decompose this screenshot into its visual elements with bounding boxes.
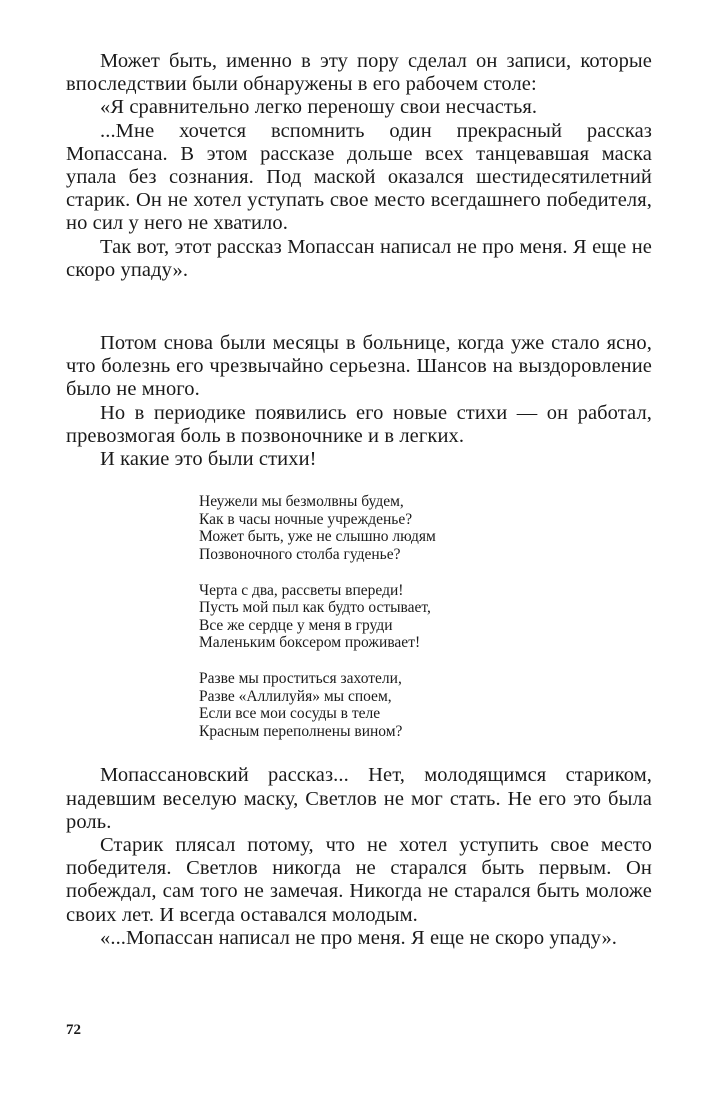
poem-line: Черта с два, рассветы впереди!: [199, 581, 404, 599]
poem-line: Если все мои сосуды в теле: [199, 705, 381, 723]
paragraph: Потом снова были месяцы в больнице, когда уже стало ясно, что болезнь его чрезвычайно серьезна. Шансов на выздоровление было не много.: [66, 332, 652, 401]
poem-line: Неужели мы безмолвны будем,: [199, 493, 404, 511]
poem-line: Маленьким боксером проживает!: [199, 634, 421, 652]
section-break: [66, 282, 652, 332]
paragraph: «Я сравнительно легко переношу свои несчастья.: [100, 96, 538, 119]
poem-line: Все же сердце у меня в груди: [199, 616, 393, 634]
section-one: [66, 50, 652, 282]
paragraph: Может быть, именно в эту пору сделал он записи, которые впоследствии были обнаружены в его рабочем столе:: [66, 50, 652, 96]
poem-line: Как в часы ночные учрежденье?: [199, 510, 413, 528]
poem: [199, 493, 652, 740]
page-number: 72: [66, 1022, 81, 1038]
poem-line: Красным переполнены вином?: [199, 722, 403, 740]
section-two: [66, 332, 652, 471]
poem-stanza: [199, 670, 652, 740]
poem-line: Пусть мой пыл как будто остывает,: [199, 599, 431, 617]
poem-line: Позвоночного столба гуденье?: [199, 546, 401, 564]
paragraph: ...Мне хочется вспомнить один прекрасный рассказ Мопассана. В этом рассказе дольше всех танцевавшая маска упала без сознания. Под маской оказался шестидесятилетний старик. Он не хотел уступать свое место всегдашнего победителя, но сил у него не хватило.: [66, 119, 652, 235]
paragraph: Мопассановский рассказ... Нет, молодящимся стариком, надевшим веселую маску, Светлов не мог стать. Не его это была роль.: [66, 764, 652, 833]
paragraph: И какие это были стихи!: [100, 448, 317, 471]
section-three: [66, 764, 652, 950]
paragraph: «...Мопассан написал не про меня. Я еще не скоро упаду».: [100, 926, 618, 949]
poem-line: Разве мы проститься захотели,: [199, 670, 402, 687]
poem-stanza: [199, 582, 652, 652]
book-page: [66, 50, 652, 950]
paragraph: Старик плясал потому, что не хотел уступить свое место победителя. Светлов никогда не старался быть первым. Он побеждал, сам того не замечая. Никогда не старался быть моложе своих лет. И всегда оставался молодым.: [66, 833, 652, 926]
poem-line: Разве «Аллилуйя» мы споем,: [199, 687, 392, 705]
paragraph: Но в периодике появились его новые стихи — он работал, превозмогая боль в позвоночнике и в легких.: [66, 401, 652, 447]
poem-stanza: [199, 493, 652, 563]
paragraph: Так вот, этот рассказ Мопассан написал не про меня. Я еще не скоро упаду».: [66, 235, 652, 281]
poem-line: Может быть, уже не слышно людям: [199, 528, 436, 546]
